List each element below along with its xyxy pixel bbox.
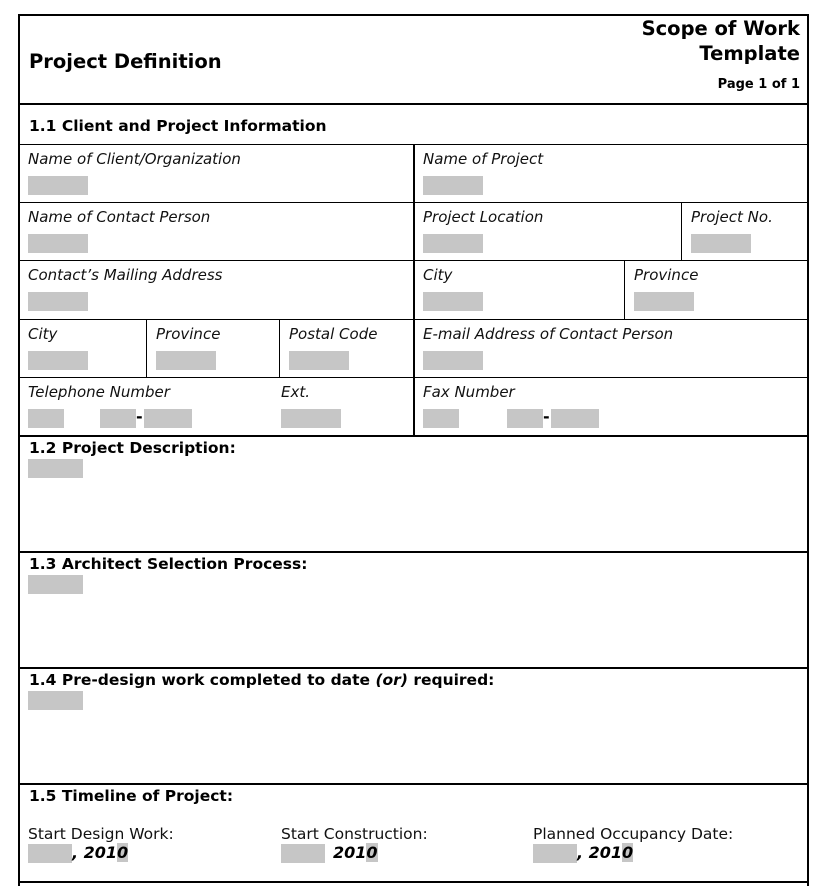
page-title: Project Definition xyxy=(29,50,222,73)
template-title-line1: Scope of Work xyxy=(641,17,800,40)
postal-code-field[interactable] xyxy=(289,351,349,370)
fax-prefix-field[interactable] xyxy=(507,409,543,428)
predesign-work-field[interactable] xyxy=(28,691,83,710)
extension-field[interactable] xyxy=(281,409,341,428)
email-field[interactable] xyxy=(423,351,483,370)
start-construction-year-prefix: 201 xyxy=(333,843,367,862)
page-number: Page 1 of 1 xyxy=(717,77,800,92)
contact-city-field[interactable] xyxy=(28,351,88,370)
province-label: Province xyxy=(634,266,699,284)
fax-area-code-field[interactable] xyxy=(423,409,459,428)
divider-province xyxy=(624,260,625,319)
telephone-prefix-field[interactable] xyxy=(100,409,136,428)
postal-code-label: Postal Code xyxy=(289,325,378,343)
contact-person-label: Name of Contact Person xyxy=(28,208,211,226)
fax-line-field[interactable] xyxy=(551,409,599,428)
rule-section-1-5 xyxy=(18,783,809,785)
contact-province-field[interactable] xyxy=(156,351,216,370)
divider-province-postal xyxy=(279,319,280,377)
divider-city-province xyxy=(146,319,147,377)
architect-selection-field[interactable] xyxy=(28,575,83,594)
start-design-date-field[interactable] xyxy=(28,844,72,863)
rule-section-1-4 xyxy=(18,667,809,669)
mailing-address-field[interactable] xyxy=(28,292,88,311)
start-design-year-prefix: , 201 xyxy=(72,843,118,862)
telephone-line-field[interactable] xyxy=(144,409,192,428)
occupancy-date-label: Planned Occupancy Date: xyxy=(533,825,734,843)
telephone-label: Telephone Number xyxy=(28,383,170,401)
occupancy-date-field[interactable] xyxy=(533,844,577,863)
template-title-line2: Template xyxy=(699,42,800,65)
project-no-label: Project No. xyxy=(691,208,773,226)
section-1-4-heading-pre: 1.4 Pre-design work completed to date xyxy=(29,671,376,689)
email-label: E-mail Address of Contact Person xyxy=(423,325,674,343)
contact-province-label: Province xyxy=(156,325,221,343)
occupancy-year-prefix: , 201 xyxy=(577,843,623,862)
fax-label: Fax Number xyxy=(423,383,515,401)
section-1-1-heading: 1.1 Client and Project Information xyxy=(29,117,327,135)
contact-city-label: City xyxy=(28,325,58,343)
section-1-5-heading: 1.5 Timeline of Project: xyxy=(29,787,234,805)
project-description-field[interactable] xyxy=(28,459,83,478)
divider-project-no xyxy=(681,202,682,260)
project-name-label: Name of Project xyxy=(423,150,544,168)
start-construction-year xyxy=(333,844,378,862)
telephone-dash: - xyxy=(136,407,143,426)
start-construction-label: Start Construction: xyxy=(281,825,428,843)
extension-label: Ext. xyxy=(281,383,311,401)
section-1-3-heading: 1.3 Architect Selection Process: xyxy=(29,555,308,573)
frame-top xyxy=(18,14,809,16)
section-1-2-heading: 1.2 Project Description: xyxy=(29,439,236,457)
occupancy-year xyxy=(577,844,633,862)
section-1-4-heading xyxy=(29,671,494,689)
start-construction-date-field[interactable] xyxy=(281,844,325,863)
project-name-field[interactable] xyxy=(423,176,483,195)
province-field[interactable] xyxy=(634,292,694,311)
mailing-address-label: Contact’s Mailing Address xyxy=(28,266,223,284)
rule-bottom xyxy=(18,881,809,883)
section-1-4-heading-post: required: xyxy=(407,671,495,689)
occupancy-year-last[interactable]: 0 xyxy=(622,843,634,862)
rule-header-bottom xyxy=(18,103,809,105)
city-field[interactable] xyxy=(423,292,483,311)
start-design-year xyxy=(72,844,128,862)
rule-section-1-3 xyxy=(18,551,809,553)
start-design-year-last[interactable]: 0 xyxy=(117,843,129,862)
contact-person-field[interactable] xyxy=(28,234,88,253)
project-no-field[interactable] xyxy=(691,234,751,253)
project-location-field[interactable] xyxy=(423,234,483,253)
city-label: City xyxy=(423,266,453,284)
client-name-field[interactable] xyxy=(28,176,88,195)
divider-mid xyxy=(413,144,415,436)
start-design-label: Start Design Work: xyxy=(28,825,174,843)
start-construction-year-last[interactable]: 0 xyxy=(366,843,378,862)
client-name-label: Name of Client/Organization xyxy=(28,150,241,168)
telephone-area-code-field[interactable] xyxy=(28,409,64,428)
project-location-label: Project Location xyxy=(423,208,544,226)
section-1-4-heading-or: (or) xyxy=(375,671,408,689)
fax-dash: - xyxy=(543,407,550,426)
